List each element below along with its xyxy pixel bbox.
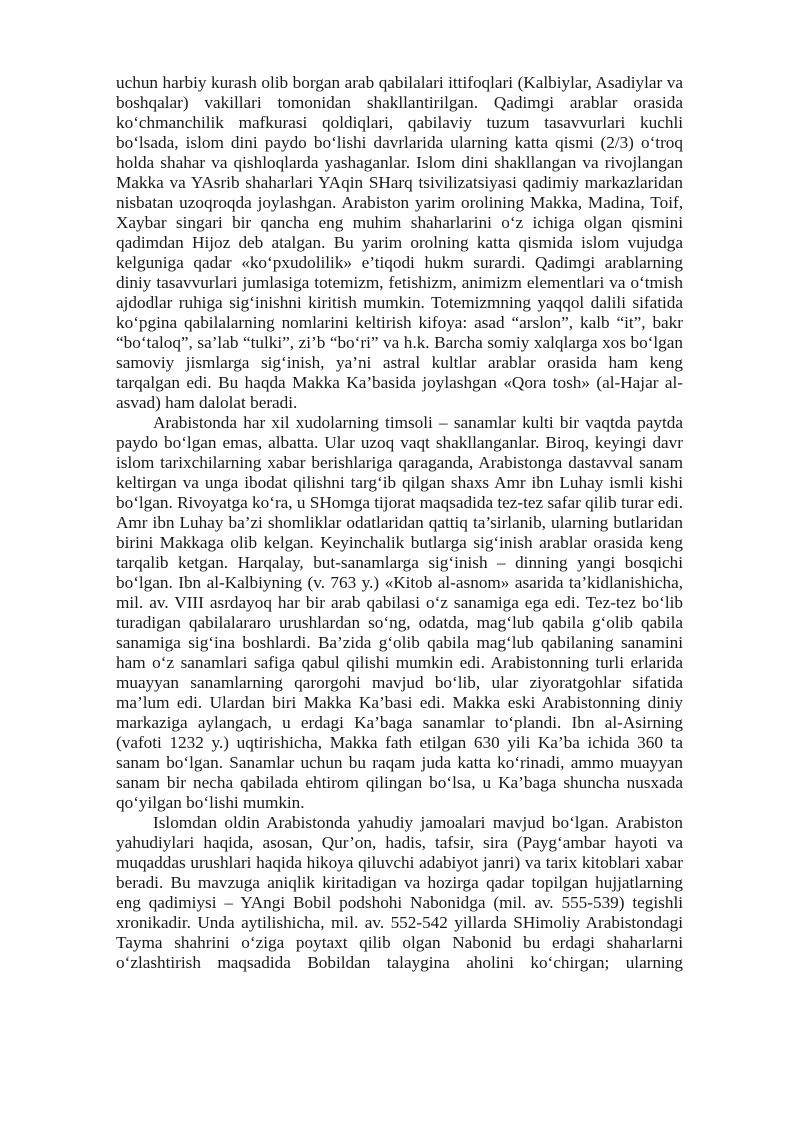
paragraph-3: Islomdan oldin Arabistonda yahudiy jamoalari mavjud bo‘lgan. Arabiston yahudiylari haqida, asosan, Qur’on, hadis, tafsir, sira (Payg‘ambar hayoti va muqaddas urushlari haqida hikoya qiluvchi adabiyot janri) va tarix kitoblari xabar beradi. Bu mavzuga aniqlik kiritadigan va hozirga qadar topilgan hujjatlarning eng qadimiysi – YAngi Bobil podshohi Nabonidga (mil. av. 555-539) tegishli xronikadir. Unda aytilishicha, mil. av. 552-542 yillarda SHimoliy Arabistondagi Tayma shahrini o‘ziga poytaxt qilib olgan Nabonid bu erdagi shaharlarni o‘zlashtirish maqsadida Bobildan talaygina aholini ko‘chirgan; ularning <box>116 813 683 972</box>
paragraph-2: Arabistonda har xil xudolarning timsoli – sanamlar kulti bir vaqtda paytda paydo bo‘lgan emas, albatta. Ular uzoq vaqt shakllanganlar. Biroq, keyingi davr islom tarixchilarning xabar berishlariga qaraganda, Arabistonga dastavval sanam keltirgan va unga ibodat qilishni targ‘ib qilgan shaxs Amr ibn Luhay ismli kishi bo‘lgan. Rivoyatga ko‘ra, u SHomga tijorat maqsadida tez-tez safar qilib turar edi. Amr ibn Luhay ba’zi shomliklar odatlaridan qattiq ta’sirlanib, ularning butlaridan birini Makkaga olib kelgan. Keyinchalik butlarga sig‘inish arablar orasida keng tarqalib ketgan. Harqalay, but-sanamlarga sig‘inish – dinning yangi bosqichi bo‘lgan. Ibn al-Kalbiyning (v. 763 y.) «Kitob al-asnom» asarida ta’kidlanishicha, mil. av. VIII asrdayoq har bir arab qabilasi o‘z sanamiga ega edi. Tez-tez bo‘lib turadigan qabilalararo urushlardan so‘ng, odatda, mag‘lub qabila g‘olib qabila sanamiga sig‘ina boshlardi. Ba’zida g‘olib qabila mag‘lub qabilaning sanamini ham o‘z sanamlari safiga qabul qilishi mumkin edi. Arabistonning turli erlarida muayyan sanamlarning qarorgohi mavjud bo‘lib, ular ziyoratgohlar sifatida ma’lum edi. Ulardan biri Makka Ka’basi edi. Makka eski Arabistonning diniy markaziga aylangach, u erdagi Ka’baga sanamlar to‘plandi. Ibn al-Asirning (vafoti 1232 y.) uqtirishicha, Makka fath etilgan 630 yili Ka’ba ichida 360 ta sanam bo‘lgan. Sanamlar uchun bu raqam juda katta ko‘rinadi, ammo muayyan sanam bir necha qabilada ehtirom qilingan bo‘lsa, u Ka’baga shuncha nusxada qo‘yilgan bo‘lishi mumkin. <box>116 413 684 812</box>
paragraph-1: uchun harbiy kurash olib borgan arab qabilalari ittifoqlari (Kalbiylar, Asadiylar va boshqalar) vakillari tomonidan shakllantirilgan. Qadimgi arablar orasida ko‘chmanchilik mafkurasi qoldiqlari, qabilaviy tuzum tasavvurlari kuchli bo‘lsada, islom dini paydo bo‘lishi davrlarida ularning katta qismi (2/3) o‘troq holda shahar va qishloqlarda yashaganlar. Islom dini shakllangan va rivojlangan Makka va YAsrib shaharlari YAqin SHarq tsivilizatsiyasi qadimiy markazlaridan nisbatan uzoqroqda joylashgan. Arabiston yarim orolining Makka, Madina, Toif, Xaybar singari bir qancha eng muhim shaharlarini o‘z ichiga olgan qismini qadimdan Hijoz deb atalgan. Bu yarim orolning katta qismida islom vujudga kelguniga qadar «ko‘pxudolilik» e’tiqodi hukm surardi. Qadimgi arablarning diniy tasavvurlari jumlasiga totemizm, fetishizm, animizm elementlari va o‘tmish ajdodlar ruhiga sig‘inishni kiritish mumkin. Totemizmning yaqqol dalili sifatida ko‘pgina qabilalarning nomlarini keltirish kifoya: asad “arslon”, kalb “it”, bakr “bo‘taloq”, sa’lab “tulki”, zi’b “bo‘ri” va h.k. Barcha somiy xalqlarga xos bo‘lgan samoviy jismlarga sig‘inish, ya’ni astral kultlar arablar orasida ham keng tarqalgan edi. Bu haqda Makka Ka’basida joylashgan «Qora tosh» (al-Hajar al-asvad) ham dalolat beradi. <box>116 73 683 412</box>
body-text <box>116 73 683 973</box>
